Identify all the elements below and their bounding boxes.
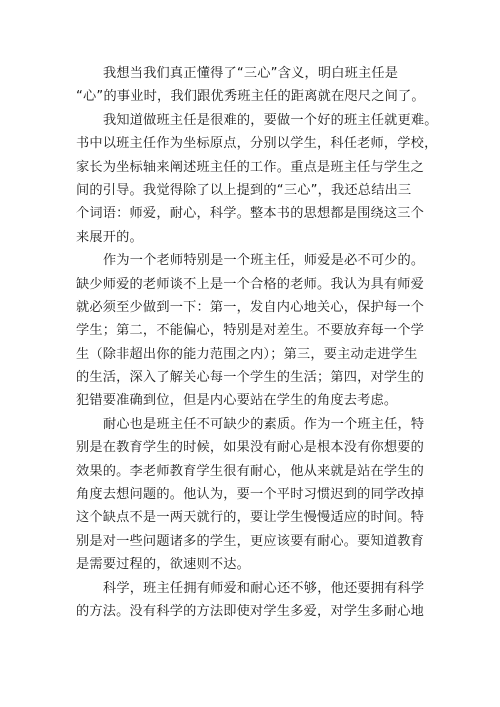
text-line: 书中以班主任作为坐标原点，分别以学生，科任老师，学校， <box>76 136 438 152</box>
text-line: 生（除非超出你的能力范围之内）；第三，要主动走进学生 <box>76 346 418 362</box>
text-line: 角度去想问题的。他认为，要一个平时习惯迟到的同学改掉 <box>76 487 425 503</box>
text-line: 作为一个老师特别是一个班主任，师爱是必不可少的。 <box>103 253 425 269</box>
text-line: 来展开的。 <box>76 229 143 245</box>
document-body <box>76 62 436 623</box>
text-line: 学生；第二，不能偏心，特别是对差生。不要放弃每一个学 <box>76 323 425 339</box>
text-line: 缺少师爱的老师谈不上是一个合格的老师。我认为具有师爱 <box>76 276 425 292</box>
text-line: “心”的事业时，我们跟优秀班主任的距离就在咫尺之间了。 <box>76 89 425 105</box>
text-line: 别是对一些问题诸多的学生，更应该要有耐心。要知道教育 <box>76 533 425 549</box>
text-line: 的生活，深入了解关心每一个学生的生活；第四，对学生的 <box>76 370 425 386</box>
text-line: 间的引导。我觉得除了以上提到的“三心”，我还总结出三 <box>76 182 412 198</box>
text-line: 家长为坐标轴来阐述班主任的工作。重点是班主任与学生之 <box>76 159 425 175</box>
text-line: 我知道做班主任是很难的，要做一个好的班主任就更难。 <box>103 112 438 128</box>
text-line: 别是在教育学生的时候，如果没有耐心是根本没有你想要的 <box>76 440 425 456</box>
text-line: 是需要过程的，欲速则不达。 <box>76 557 251 573</box>
text-line: 耐心也是班主任不可缺少的素质。作为一个班主任，特 <box>103 416 425 432</box>
text-line: 效果的。李老师教育学生很有耐心，他从来就是站在学生的 <box>76 463 425 479</box>
text-line: 犯错要准确到位，但是内心要站在学生的角度去考虑。 <box>76 393 398 409</box>
text-line: 科学，班主任拥有师爱和耐心还不够，他还要拥有科学 <box>103 580 425 596</box>
text-line: 个词语：师爱，耐心，科学。整本书的思想都是围绕这三个 <box>76 206 425 222</box>
text-line: 这个缺点不是一两天就行的，要让学生慢慢适应的时间。特 <box>76 510 425 526</box>
text-line: 的方法。没有科学的方法即使对学生多爱，对学生多耐心地 <box>76 603 425 619</box>
text-line: 我想当我们真正懂得了“三心”含义，明白班主任是 <box>103 66 399 81</box>
text-line: 就必须至少做到一下：第一，发自内心地关心，保护每一个 <box>76 299 425 315</box>
